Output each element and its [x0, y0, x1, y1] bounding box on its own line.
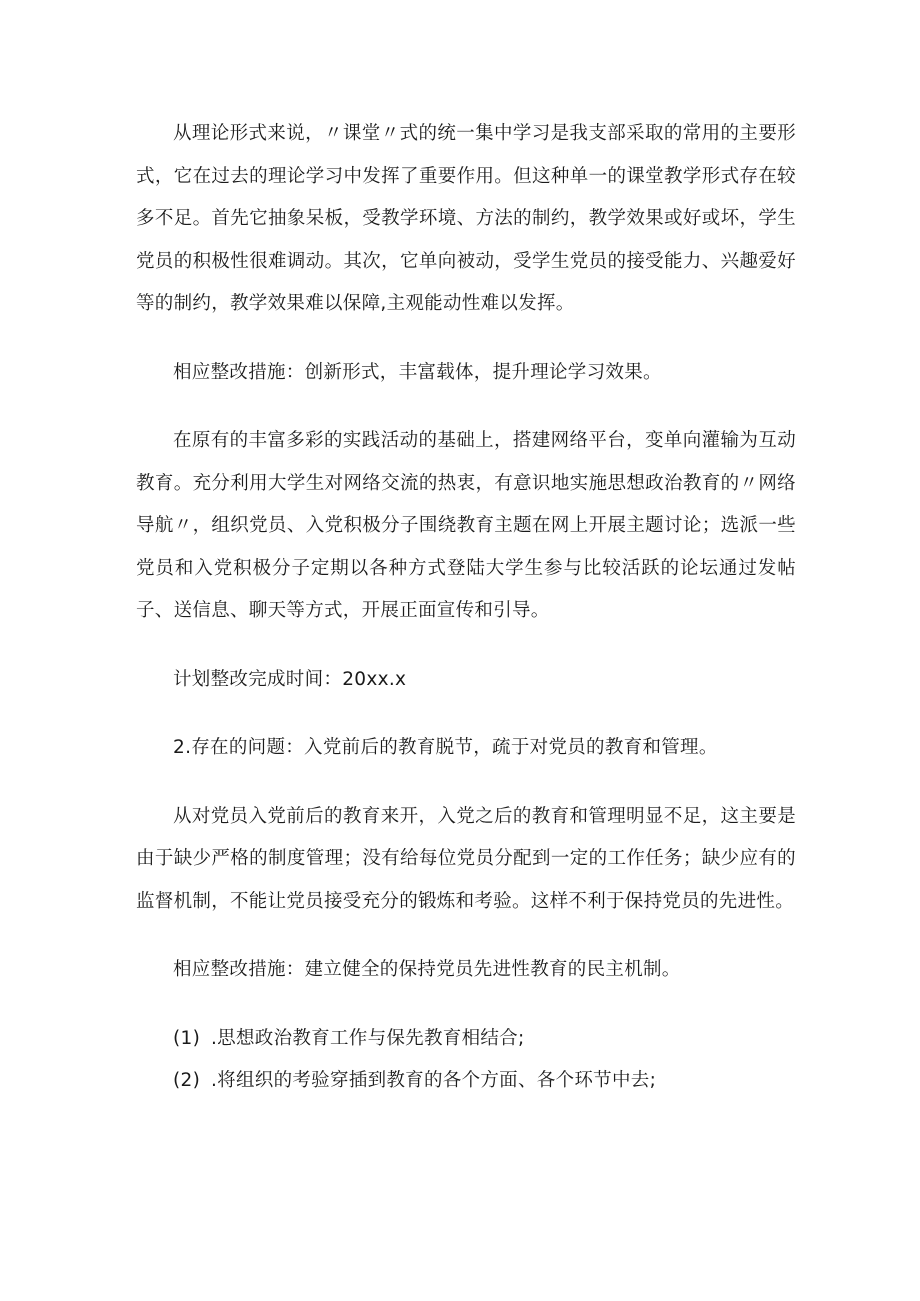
list-item-number: (1) — [173, 1027, 201, 1049]
paragraph-completion-time: 计划整改完成时间：20xx.x — [173, 668, 407, 690]
paragraph-problem-2: 2.存在的问题：入党前后的教育脱节，疏于对党员的教育和管理。 — [173, 737, 718, 758]
list-item — [136, 1060, 796, 1103]
document-page — [136, 113, 796, 1103]
paragraph-education-gap: 从对党员入党前后的教育来开，入党之后的教育和管理明显不足，这主要是由于缺少严格的制度管理；没有给每位党员分配到一定的工作任务；缺少应有的监督机制，不能让党员接受充分的锻炼和考验。这样不利于保持党员的先进性。 — [136, 805, 796, 912]
list-item-number: (2) — [173, 1070, 201, 1091]
paragraph-network-platform: 在原有的丰富多彩的实践活动的基础上，搭建网络平台，变单向灌输为互动教育。充分利用大学生对网络交流的热衷，有意识地实施思想政治教育的〃网络导航〃，组织党员、入党积极分子围绕教育主题在网上开展主题讨论；选派一些党员和入党积极分子定期以各种方式登陆大学生参与比较活跃的论坛通过发帖子、送信息、聊天等方式，开展正面宣传和引导。 — [136, 430, 796, 621]
list-item-text: .思想政治教育工作与保先教育相结合; — [211, 1027, 525, 1049]
paragraph-measure-2: 相应整改措施：建立健全的保持党员先进性教育的民主机制。 — [173, 959, 681, 980]
list-item — [136, 1018, 796, 1061]
paragraph-theory-form: 从理论形式来说，〃课堂〃式的统一集中学习是我支部采取的常用的主要形式，它在过去的理论学习中发挥了重要作用。但这种单一的课堂教学形式存在较多不足。首先它抽象呆板，受教学环境、方法的制约，教学效果或好或坏，学生党员的积极性很难调动。其次，它单向被动，受学生党员的接受能力、兴趣爱好等的制约，教学效果难以保障,主观能动性难以发挥。 — [136, 123, 796, 314]
paragraph-measure-1: 相应整改措施：创新形式，丰富载体，提升理论学习效果。 — [173, 361, 662, 383]
list-item-text: .将组织的考验穿插到教育的各个方面、各个环节中去; — [211, 1070, 657, 1091]
